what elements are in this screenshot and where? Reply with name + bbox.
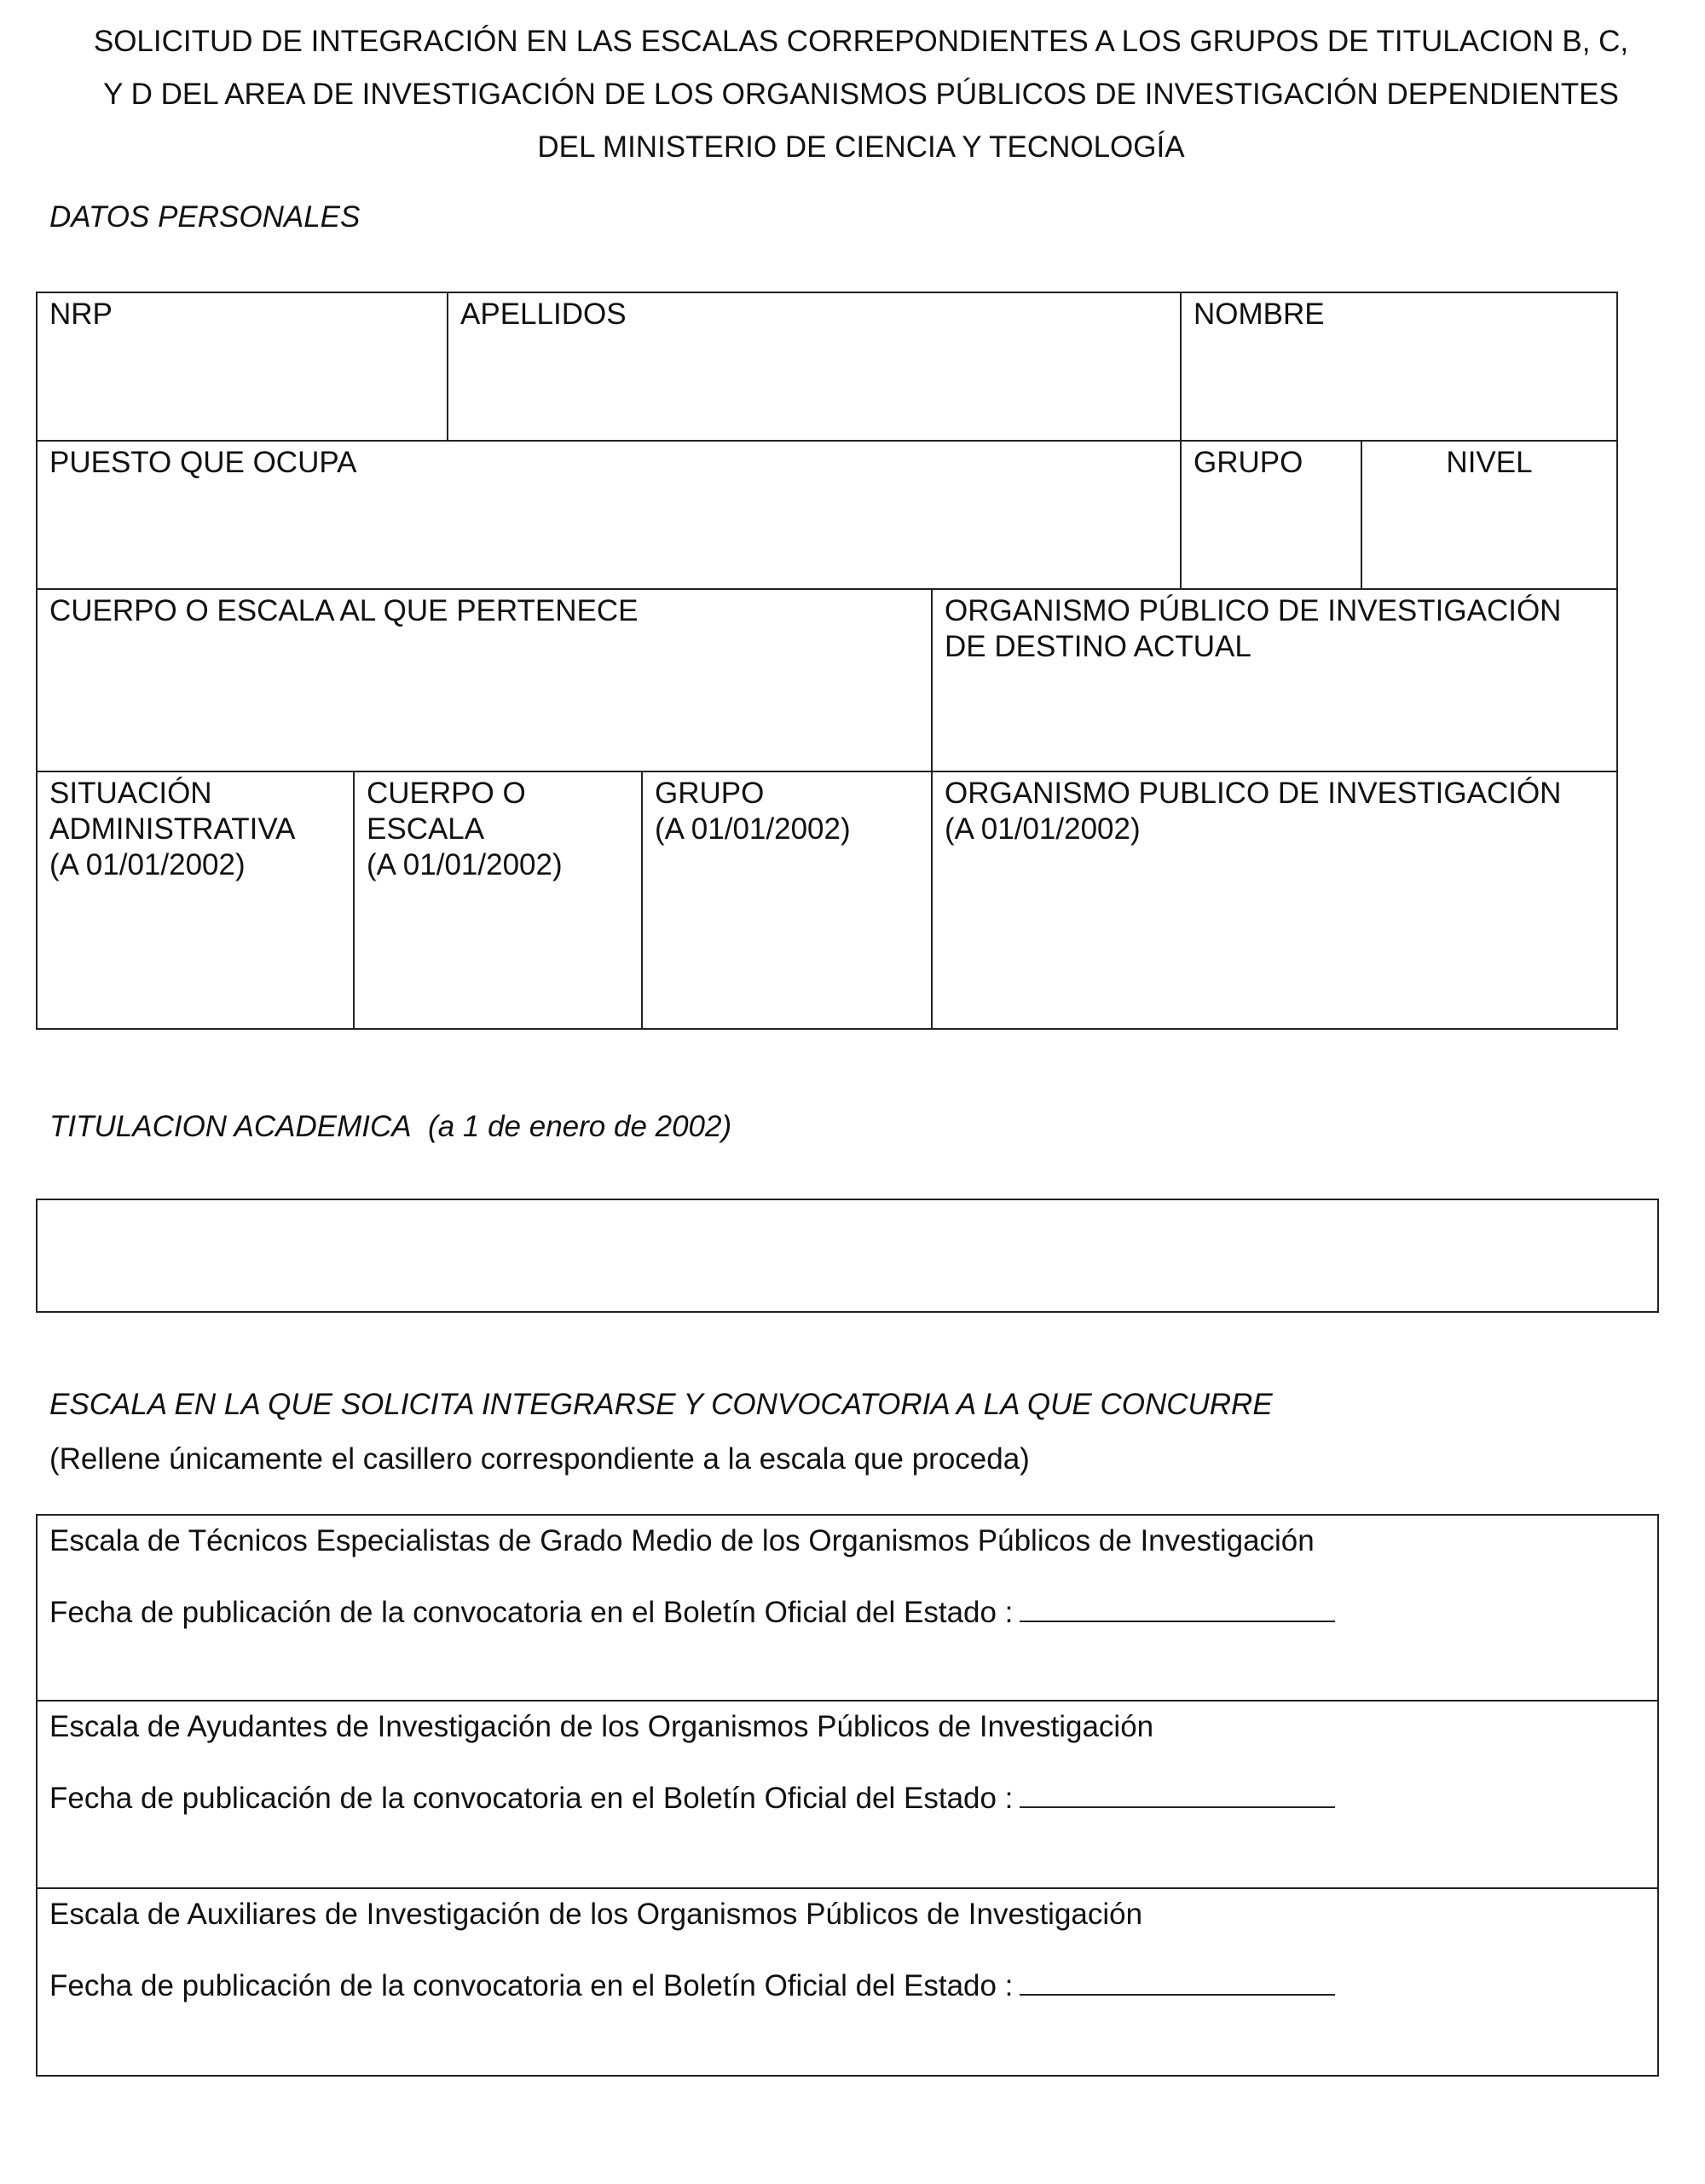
cuerpo-escala-label: CUERPO O ESCALA AL QUE PERTENECE bbox=[49, 594, 639, 627]
titulacion-heading-suffix: (a 1 de enero de 2002) bbox=[428, 1110, 732, 1143]
escala-row-auxiliares-fecha bbox=[49, 1967, 1645, 2005]
escala-note: (Rellene únicamente el casillero correspondiente a la escala que proceda) bbox=[49, 1442, 1030, 1476]
escala-row-tecnicos[interactable] bbox=[36, 1514, 1659, 1702]
fecha-label: Fecha de publicación de la convocatoria en el Boletín Oficial del Estado : bbox=[49, 1782, 1014, 1815]
escala-row-tecnicos-fecha bbox=[49, 1594, 1645, 1632]
escala-heading: ESCALA EN LA QUE SOLICITA INTEGRARSE Y CONVOCATORIA A LA QUE CONCURRE bbox=[49, 1388, 1273, 1421]
puesto-field[interactable] bbox=[36, 440, 1182, 590]
nombre-label: NOMBRE bbox=[1194, 298, 1325, 331]
datos-personales-table bbox=[36, 292, 1618, 1030]
cuerpo-2002-label-2: ESCALA bbox=[367, 812, 485, 846]
organismo-destino-field[interactable] bbox=[931, 588, 1618, 772]
fecha-label: Fecha de publicación de la convocatoria en el Boletín Oficial del Estado : bbox=[49, 1969, 1014, 2002]
organismo-destino-label-1: ORGANISMO PÚBLICO DE INVESTIGACIÓN bbox=[945, 594, 1562, 627]
grupo-2002-field[interactable] bbox=[641, 771, 933, 1030]
document-title bbox=[34, 15, 1688, 174]
puesto-label: PUESTO QUE OCUPA bbox=[49, 446, 357, 479]
titulacion-heading-text: TITULACION ACADEMICA bbox=[49, 1110, 412, 1143]
titulacion-heading bbox=[49, 1110, 731, 1144]
organismo-2002-field[interactable] bbox=[931, 771, 1618, 1030]
datos-personales-heading: DATOS PERSONALES bbox=[49, 200, 361, 234]
cuerpo-escala-field[interactable] bbox=[36, 588, 933, 772]
fecha-blank-line[interactable] bbox=[1020, 1595, 1335, 1622]
escala-row-ayudantes[interactable] bbox=[36, 1700, 1659, 1889]
title-line-3: DEL MINISTERIO DE CIENCIA Y TECNOLOGÍA bbox=[537, 130, 1185, 164]
title-line-1: SOLICITUD DE INTEGRACIÓN EN LAS ESCALAS CORREPONDIENTES A LOS GRUPOS DE TITULACION B, C, bbox=[93, 25, 1629, 58]
cuerpo-escala-2002-field[interactable] bbox=[353, 771, 643, 1030]
grupo-label: GRUPO bbox=[1194, 446, 1303, 479]
nivel-label: NIVEL bbox=[1446, 446, 1533, 479]
organismo-2002-label-2: (A 01/01/2002) bbox=[945, 812, 1141, 846]
escala-row-tecnicos-name: Escala de Técnicos Especialistas de Grado Medio de los Organismos Públicos de Investigación bbox=[49, 1524, 1315, 1557]
apellidos-field[interactable] bbox=[447, 292, 1182, 442]
grupo-2002-label-1: GRUPO bbox=[655, 777, 765, 810]
title-line-2: Y D DEL AREA DE INVESTIGACIÓN DE LOS ORGANISMOS PÚBLICOS DE INVESTIGACIÓN DEPENDIENTES bbox=[103, 78, 1619, 111]
organismo-2002-label-1: ORGANISMO PUBLICO DE INVESTIGACIÓN bbox=[945, 777, 1562, 810]
fecha-blank-line[interactable] bbox=[1020, 1968, 1335, 1996]
fecha-blank-line[interactable] bbox=[1020, 1781, 1335, 1808]
escala-row-auxiliares[interactable] bbox=[36, 1887, 1659, 2077]
cuerpo-2002-label-3: (A 01/01/2002) bbox=[367, 848, 563, 881]
situacion-label-1: SITUACIÓN bbox=[49, 777, 212, 810]
organismo-destino-label-2: DE DESTINO ACTUAL bbox=[945, 630, 1251, 663]
grupo-2002-label-2: (A 01/01/2002) bbox=[655, 812, 851, 846]
nrp-label: NRP bbox=[49, 298, 113, 331]
escala-row-ayudantes-fecha bbox=[49, 1780, 1645, 1817]
nivel-field[interactable] bbox=[1361, 440, 1618, 590]
situacion-label-2: ADMINISTRATIVA bbox=[49, 812, 296, 846]
escala-row-auxiliares-name: Escala de Auxiliares de Investigación de los Organismos Públicos de Investigación bbox=[49, 1898, 1143, 1931]
fecha-label: Fecha de publicación de la convocatoria en el Boletín Oficial del Estado : bbox=[49, 1596, 1014, 1629]
cuerpo-2002-label-1: CUERPO O bbox=[367, 777, 526, 810]
situacion-field[interactable] bbox=[36, 771, 355, 1030]
grupo-field[interactable] bbox=[1180, 440, 1362, 590]
nrp-field[interactable] bbox=[36, 292, 448, 442]
titulacion-input-box[interactable] bbox=[36, 1199, 1659, 1313]
nombre-field[interactable] bbox=[1180, 292, 1618, 442]
escala-row-ayudantes-name: Escala de Ayudantes de Investigación de los Organismos Públicos de Investigación bbox=[49, 1710, 1154, 1743]
situacion-label-3: (A 01/01/2002) bbox=[49, 848, 246, 881]
apellidos-label: APELLIDOS bbox=[460, 298, 627, 331]
